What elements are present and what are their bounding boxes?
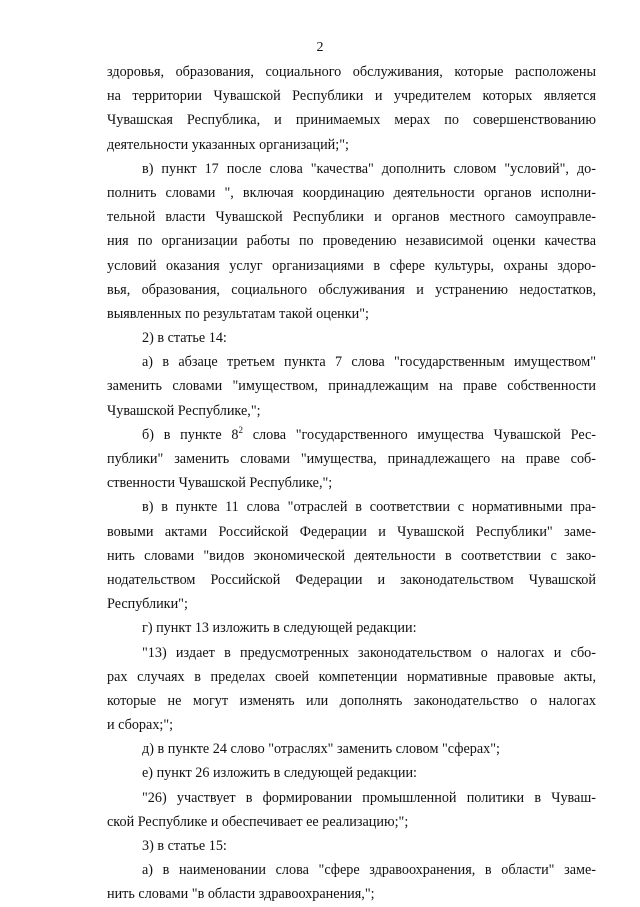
text-line: деятельности указанных организаций;";: [107, 136, 349, 153]
text-line: условий оказания услуг организациями в сфере культуры, охраны здоро-: [107, 257, 596, 274]
text-line: в) пункт 17 после слова "качества" дополнить словом "условий", до-: [142, 160, 596, 177]
text-line: а) в абзаце третьем пункта 7 слова "государственным имуществом": [142, 354, 596, 371]
text-line: в) в пункте 11 слова "отраслей в соответствии с нормативными пра-: [142, 499, 596, 516]
text-line: выявленных по результатам такой оценки";: [107, 305, 369, 322]
text-line: д) в пункте 24 слово "отраслях" заменить словом "сферах";: [142, 741, 500, 758]
text-line: тельной власти Чувашской Республики и органов местного самоуправле-: [107, 209, 596, 226]
text-line: здоровья, образования, социального обслуживания, которые расположены: [107, 64, 596, 80]
text-line: и сборах;";: [107, 717, 174, 734]
text-line: ния по организации работы по проведению независимой оценки качества: [107, 233, 596, 250]
text-line: публики" заменить словами "имущества, принадлежащего на праве соб-: [107, 451, 596, 467]
superscript: 2: [238, 424, 243, 435]
text-line: нить словами "в области здравоохранения,";: [107, 886, 375, 903]
text-line: "26) участвует в формировании промышленной политики в Чуваш-: [142, 789, 596, 806]
text-line: 2) в статье 14:: [142, 330, 227, 347]
text-line: нить словами "видов экономической деятельности в соответствии с зако-: [107, 547, 596, 564]
text-line: ственности Чувашской Республике,";: [107, 475, 333, 492]
text-line: Чувашской Республике,";: [107, 402, 261, 419]
text-line: нодательством Российской Федерации и законодательством Чувашской: [107, 571, 596, 588]
text-line: на территории Чувашской Республики и учредителем которых является: [107, 88, 596, 105]
text-line: 3) в статье 15:: [142, 838, 227, 854]
text-line: заменить словами "имуществом, принадлежащим на праве собственности: [107, 378, 596, 395]
document-body: [107, 60, 596, 907]
text-line: а) в наименовании слова "сфере здравоохранения, в области" заме-: [142, 862, 596, 879]
text-line: вовыми актами Российской Федерации и Чувашской Республики" заме-: [107, 523, 596, 540]
text-line: Чувашская Республика, и принимаемых мерах по совершенствованию: [107, 112, 596, 129]
text-line: которые не могут изменять или дополнять законодательство о налогах: [107, 692, 596, 709]
text-line: рах случаях в пределах своей компетенции нормативные правовые акты,: [107, 668, 596, 685]
text-segment: б) в пункте 8: [142, 426, 239, 443]
text-line: Республики";: [107, 596, 188, 613]
text-line: е) пункт 26 изложить в следующей редакции:: [142, 765, 417, 782]
text-line: вья, образования, социального обслуживания и устранению недостатков,: [107, 281, 596, 298]
text-line: г) пункт 13 изложить в следующей редакции:: [142, 620, 417, 637]
page-number: 2: [316, 40, 324, 55]
text-line: полнить словами ", включая координацию деятельности органов исполни-: [107, 184, 596, 201]
text-line: "13) издает в предусмотренных законодательством о налогах и сбо-: [142, 644, 596, 661]
text-segment: слова "государственного имущества Чувашской Рес-: [242, 426, 596, 443]
text-line: [107, 423, 596, 447]
text-line: ской Республике и обеспечивает ее реализацию;";: [107, 813, 409, 830]
